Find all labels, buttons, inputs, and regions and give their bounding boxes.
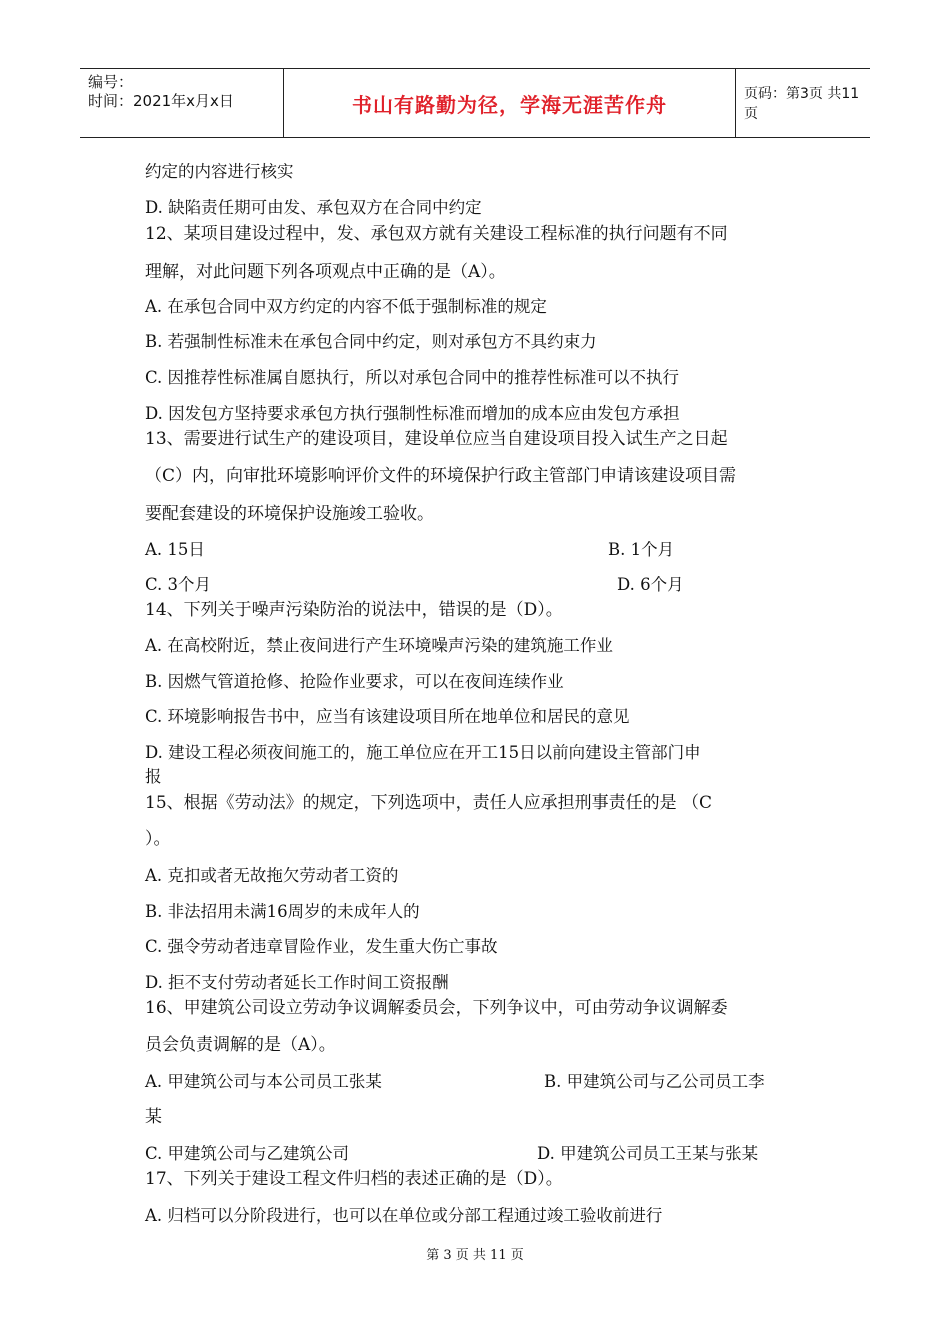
page-footer: 第 3 页 共 11 页	[426, 1248, 524, 1263]
option-line: C. 甲建筑公司与乙建筑公司	[145, 1144, 350, 1163]
question-15: 15、根据《劳动法》的规定，下列选项中，责任人应承担刑事责任的是 （C	[145, 793, 713, 813]
text-line: （C）内，向审批环境影响评价文件的环境保护行政主管部门申请该建设项目需	[145, 466, 737, 486]
page-info: 页码：第3页 共11页	[744, 86, 860, 122]
option-line: D. 6个月	[617, 575, 684, 594]
option-line: A. 克扣或者无故拖欠劳动者工资的	[145, 866, 399, 885]
question-17: 17、下列关于建设工程文件归档的表述正确的是（D）。	[145, 1169, 563, 1189]
date-line: 时间：2021年x月x日	[88, 92, 234, 110]
option-line: D. 因发包方坚持要求承包方执行强制性标准而增加的成本应由发包方承担	[145, 404, 680, 423]
header-page-cell	[736, 69, 870, 137]
text-line: 员会负责调解的是（A）。	[145, 1035, 336, 1055]
text-line: 理解，对此问题下列各项观点中正确的是（A）。	[145, 262, 506, 282]
option-line: B. 非法招用未满16周岁的未成年人的	[145, 902, 420, 921]
option-line: D. 甲建筑公司员工王某与张某	[537, 1144, 759, 1163]
option-line: D. 拒不支付劳动者延长工作时间工资报酬	[145, 973, 449, 992]
option-line: D. 缺陷责任期可由发、承包双方在合同中约定	[145, 198, 482, 217]
text-line: 要配套建设的环境保护设施竣工验收。	[145, 504, 434, 524]
option-line: B. 因燃气管道抢修、抢险作业要求，可以在夜间连续作业	[145, 672, 564, 691]
question-13: 13、需要进行试生产的建设项目，建设单位应当自建设项目投入试生产之日起	[145, 429, 728, 449]
text-line: 报	[145, 767, 162, 786]
header-meta	[80, 69, 284, 137]
option-line: D. 建设工程必须夜间施工的，施工单位应在开工15日以前向建设主管部门申	[145, 743, 701, 762]
option-line: C. 3个月	[145, 575, 212, 594]
question-14: 14、下列关于噪声污染防治的说法中，错误的是（D）。	[145, 600, 563, 620]
option-line: C. 强令劳动者违章冒险作业，发生重大伤亡事故	[145, 937, 498, 956]
motto: 书山有路勤为径，学海无涯苦作舟	[352, 92, 667, 117]
text-line: 约定的内容进行核实	[145, 162, 294, 181]
option-line: A. 在承包合同中双方约定的内容不低于强制标准的规定	[145, 297, 547, 316]
text-line: 某	[145, 1107, 162, 1127]
option-line: C. 因推荐性标准属自愿执行，所以对承包合同中的推荐性标准可以不执行	[145, 368, 680, 387]
page-header	[80, 68, 870, 138]
option-line: A. 15日	[145, 540, 205, 559]
number-label: 编号：	[88, 73, 134, 91]
option-line: B. 甲建筑公司与乙公司员工李	[544, 1072, 765, 1091]
option-line: B. 若强制性标准未在承包合同中约定，则对承包方不具约束力	[145, 332, 597, 351]
text-line: ）。	[145, 829, 171, 849]
question-12: 12、某项目建设过程中，发、承包双方就有关建设工程标准的执行问题有不同	[145, 224, 728, 244]
question-16: 16、甲建筑公司设立劳动争议调解委员会，下列争议中，可由劳动争议调解委	[145, 998, 728, 1018]
option-line: A. 归档可以分阶段进行，也可以在单位或分部工程通过竣工验收前进行	[145, 1206, 663, 1225]
option-line: A. 甲建筑公司与本公司员工张某	[145, 1072, 382, 1091]
option-line: A. 在高校附近，禁止夜间进行产生环境噪声污染的建筑施工作业	[145, 636, 613, 655]
header-motto-cell	[284, 69, 736, 137]
option-line: C. 环境影响报告书中，应当有该建设项目所在地单位和居民的意见	[145, 707, 630, 726]
option-line: B. 1个月	[608, 540, 675, 559]
